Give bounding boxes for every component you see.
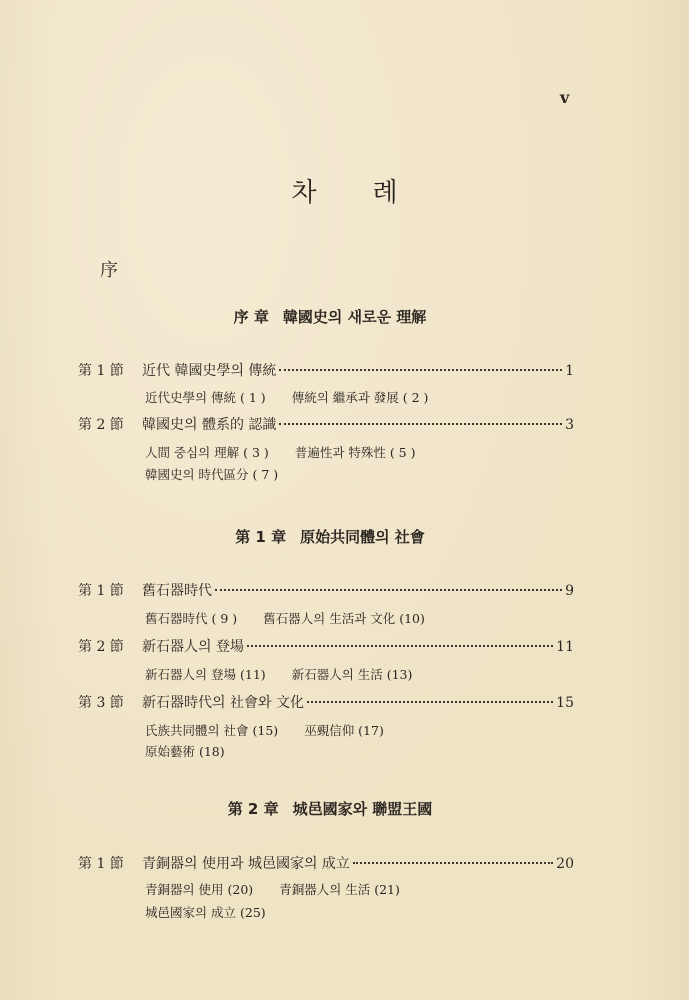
chapter-number: 序 章 [233, 308, 269, 326]
subsection-item[interactable]: 傳統의 繼承과 發展 ( 2 ) [291, 390, 429, 405]
subsection-list [145, 465, 304, 483]
subsection-list [145, 665, 438, 683]
subsection-item[interactable]: 巫覡信仰 (17) [304, 723, 384, 738]
leader-dots [247, 645, 553, 647]
subsection-item[interactable]: 近代史學의 傳統 ( 1 ) [145, 390, 266, 405]
section-page: 3 [565, 417, 574, 433]
subsection-list [145, 903, 292, 921]
leader-dots [279, 423, 562, 425]
leader-dots [307, 701, 553, 703]
section-number: 第 2 節 [78, 417, 124, 433]
chapter-title: 原始共同體의 社會 [300, 528, 425, 546]
subsection-list [145, 721, 410, 739]
section-number: 第 1 節 [78, 363, 124, 379]
chapter-heading [0, 798, 660, 819]
preface-link[interactable]: 序 [100, 260, 118, 281]
page-number: v [560, 88, 570, 107]
section-title: 舊石器時代 [142, 583, 212, 599]
subsection-list [145, 388, 454, 406]
section-title: 韓國史의 體系的 認識 [142, 417, 277, 433]
subsection-item[interactable]: 人間 중심의 理解 ( 3 ) [145, 445, 269, 460]
subsection-item[interactable]: 舊石器時代 ( 9 ) [145, 611, 238, 626]
subsection-item[interactable]: 新石器人의 登場 (11) [145, 667, 266, 682]
leader-dots [353, 862, 553, 864]
section-title: 青銅器의 使用과 城邑國家의 成立 [142, 856, 350, 872]
subsection-item[interactable]: 韓國史의 時代區分 ( 7 ) [145, 467, 279, 482]
subsection-item[interactable]: 舊石器人의 生活과 文化 (10) [263, 611, 425, 626]
toc-section[interactable] [78, 414, 574, 434]
section-page: 20 [556, 856, 574, 872]
chapter-heading [0, 306, 660, 327]
section-page: 11 [556, 639, 574, 655]
section-number: 第 1 節 [78, 583, 124, 599]
subsection-item[interactable]: 城邑國家의 成立 (25) [145, 905, 266, 920]
toc-section[interactable] [78, 580, 574, 600]
section-title: 新石器時代의 社會와 文化 [142, 695, 304, 711]
page-title: 차례 [291, 178, 454, 208]
subsection-list [145, 443, 442, 461]
section-number: 第 3 節 [78, 695, 124, 711]
chapter-number: 第 1 章 [235, 528, 287, 546]
leader-dots [279, 369, 562, 371]
toc-section[interactable] [78, 853, 574, 873]
section-page: 15 [556, 695, 574, 711]
toc-section[interactable] [78, 360, 574, 380]
subsection-item[interactable]: 原始藝術 (18) [145, 744, 225, 759]
toc-section[interactable] [78, 692, 574, 712]
section-title: 新石器人의 登場 [142, 639, 244, 655]
subsection-list [145, 880, 426, 898]
leader-dots [215, 589, 562, 591]
section-number: 第 1 節 [78, 856, 124, 872]
subsection-list [145, 742, 251, 760]
subsection-item[interactable]: 普遍性과 特殊性 ( 5 ) [294, 445, 416, 460]
section-page: 9 [565, 583, 574, 599]
chapter-title: 韓國史의 새로운 理解 [282, 308, 427, 326]
toc-section[interactable] [78, 636, 574, 656]
subsection-list [145, 609, 451, 627]
chapter-heading [0, 526, 660, 547]
section-title: 近代 韓國史學의 傳統 [142, 363, 277, 379]
section-page: 1 [565, 363, 574, 379]
subsection-item[interactable]: 青銅器人의 生活 (21) [279, 882, 400, 897]
subsection-item[interactable]: 新石器人의 生活 (13) [291, 667, 413, 682]
subsection-item[interactable]: 青銅器의 使用 (20) [145, 882, 254, 897]
subsection-item[interactable]: 氏族共同體의 社會 (15) [145, 723, 279, 738]
chapter-number: 第 2 章 [227, 800, 279, 818]
chapter-title: 城邑國家와 聯盟王國 [292, 800, 433, 818]
section-number: 第 2 節 [78, 639, 124, 655]
